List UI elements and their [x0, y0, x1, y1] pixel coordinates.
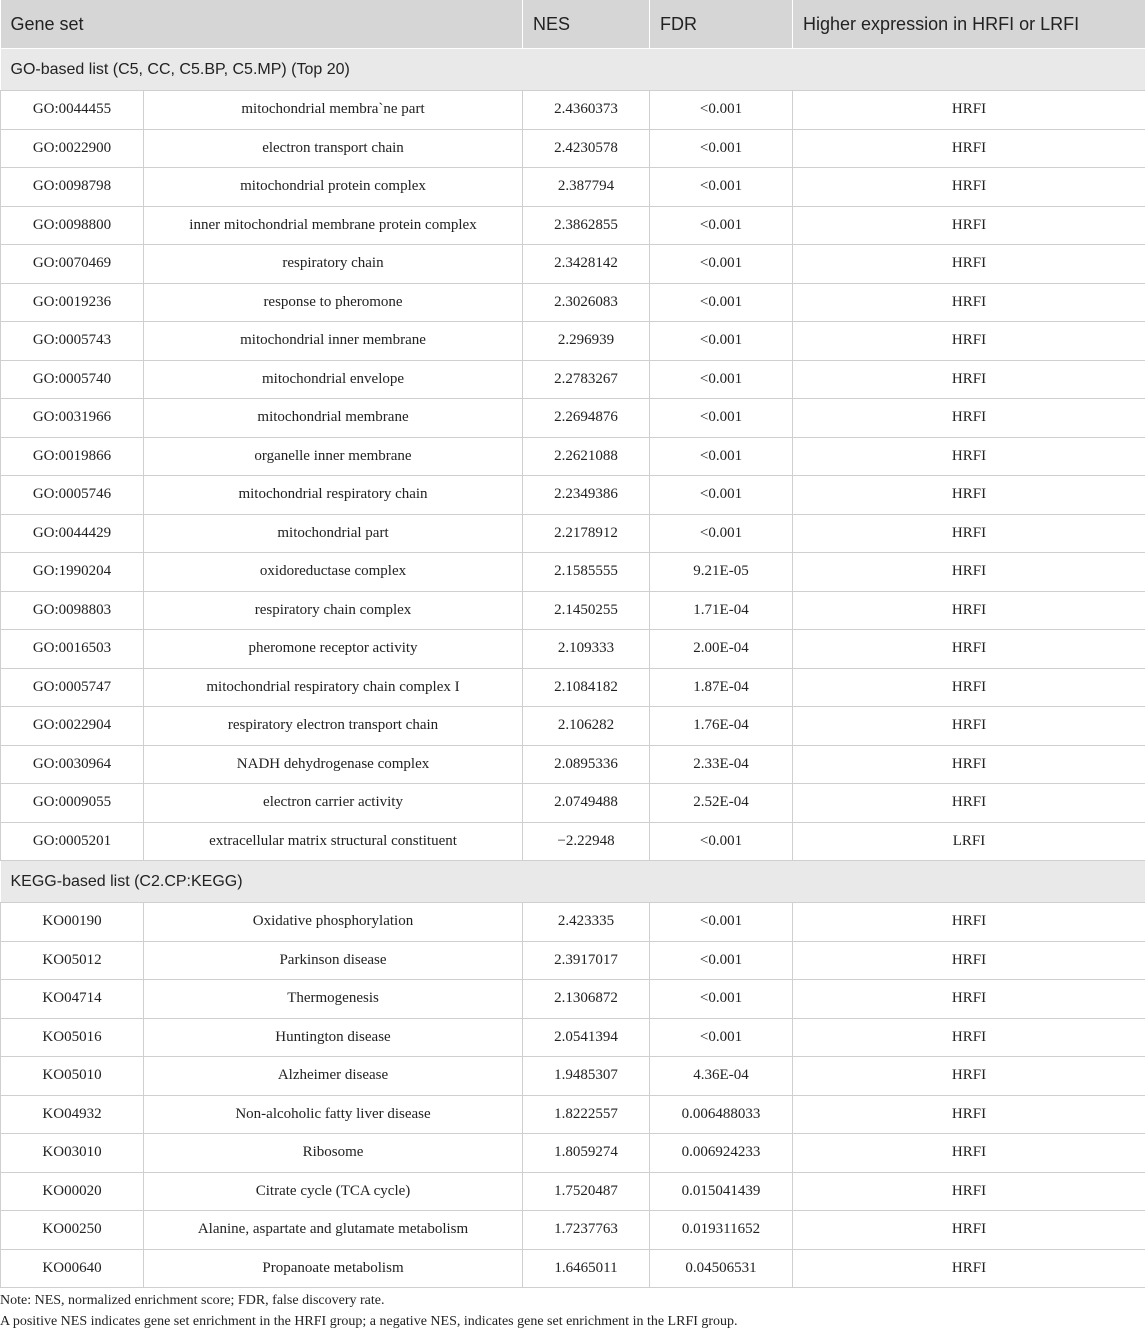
nes-cell: 2.3428142	[523, 245, 650, 284]
note-line-2: A positive NES indicates gene set enrichment in the HRFI group; a negative NES, indicates gene set enrichment in the LRFI group.	[0, 1311, 1145, 1332]
table-row	[1, 1057, 1145, 1096]
gene-set-name-cell: Propanoate metabolism	[144, 1249, 523, 1288]
fdr-cell: <0.001	[650, 476, 793, 515]
gene-set-name-cell: Ribosome	[144, 1134, 523, 1173]
nes-cell: 2.2349386	[523, 476, 650, 515]
fdr-cell: 1.71E-04	[650, 591, 793, 630]
gene-set-id-cell: GO:0005747	[1, 668, 144, 707]
table-row	[1, 437, 1145, 476]
gene-set-name-cell: mitochondrial respiratory chain	[144, 476, 523, 515]
table-row	[1, 630, 1145, 669]
gene-set-id-cell: KO00250	[1, 1211, 144, 1250]
expression-group-cell: HRFI	[793, 668, 1145, 707]
fdr-cell: <0.001	[650, 399, 793, 438]
fdr-cell: 2.00E-04	[650, 630, 793, 669]
fdr-cell: 4.36E-04	[650, 1057, 793, 1096]
fdr-cell: <0.001	[650, 360, 793, 399]
nes-cell: 2.3862855	[523, 206, 650, 245]
gene-set-id-cell: GO:0022904	[1, 707, 144, 746]
header-higher-expression: Higher expression in HRFI or LRFI	[793, 0, 1145, 49]
table-row	[1, 822, 1145, 861]
gene-set-name-cell: Alzheimer disease	[144, 1057, 523, 1096]
gene-set-id-cell: GO:0022900	[1, 129, 144, 168]
table-row	[1, 1172, 1145, 1211]
gene-set-id-cell: GO:0030964	[1, 745, 144, 784]
gene-set-id-cell: GO:0005743	[1, 322, 144, 361]
expression-group-cell: HRFI	[793, 1172, 1145, 1211]
go-section-row	[1, 49, 1145, 91]
gene-set-id-cell: KO03010	[1, 1134, 144, 1173]
gene-set-name-cell: respiratory chain complex	[144, 591, 523, 630]
gene-set-name-cell: mitochondrial inner membrane	[144, 322, 523, 361]
expression-group-cell: HRFI	[793, 1211, 1145, 1250]
table-row	[1, 591, 1145, 630]
expression-group-cell: HRFI	[793, 91, 1145, 130]
gene-set-name-cell: Non-alcoholic fatty liver disease	[144, 1095, 523, 1134]
fdr-cell: 1.76E-04	[650, 707, 793, 746]
gene-set-id-cell: KO05016	[1, 1018, 144, 1057]
fdr-cell: 0.04506531	[650, 1249, 793, 1288]
fdr-cell: 0.006924233	[650, 1134, 793, 1173]
expression-group-cell: HRFI	[793, 206, 1145, 245]
gene-set-name-cell: NADH dehydrogenase complex	[144, 745, 523, 784]
note-line-1: Note: NES, normalized enrichment score; FDR, false discovery rate.	[0, 1290, 1145, 1311]
gene-set-name-cell: Citrate cycle (TCA cycle)	[144, 1172, 523, 1211]
table-row	[1, 129, 1145, 168]
table-row	[1, 514, 1145, 553]
table-row	[1, 707, 1145, 746]
nes-cell: 2.4230578	[523, 129, 650, 168]
gene-set-id-cell: GO:0070469	[1, 245, 144, 284]
gene-set-id-cell: GO:0009055	[1, 784, 144, 823]
gene-set-id-cell: GO:0031966	[1, 399, 144, 438]
nes-cell: 2.423335	[523, 903, 650, 942]
expression-group-cell: HRFI	[793, 707, 1145, 746]
table-row	[1, 1095, 1145, 1134]
gene-set-name-cell: Parkinson disease	[144, 941, 523, 980]
fdr-cell: 2.52E-04	[650, 784, 793, 823]
table-row	[1, 91, 1145, 130]
table-row	[1, 553, 1145, 592]
table-row	[1, 1018, 1145, 1057]
expression-group-cell: HRFI	[793, 980, 1145, 1019]
expression-group-cell: HRFI	[793, 1095, 1145, 1134]
nes-cell: 2.0749488	[523, 784, 650, 823]
table-row	[1, 206, 1145, 245]
table-row	[1, 745, 1145, 784]
fdr-cell: <0.001	[650, 168, 793, 207]
expression-group-cell: HRFI	[793, 1018, 1145, 1057]
nes-cell: −2.22948	[523, 822, 650, 861]
gene-set-id-cell: GO:0005740	[1, 360, 144, 399]
expression-group-cell: LRFI	[793, 822, 1145, 861]
nes-cell: 1.7520487	[523, 1172, 650, 1211]
expression-group-cell: HRFI	[793, 745, 1145, 784]
gene-set-id-cell: GO:0098803	[1, 591, 144, 630]
table-row	[1, 1134, 1145, 1173]
nes-cell: 2.109333	[523, 630, 650, 669]
nes-cell: 2.1084182	[523, 668, 650, 707]
kegg-section-title: KEGG-based list (C2.CP:KEGG)	[1, 861, 1145, 903]
expression-group-cell: HRFI	[793, 630, 1145, 669]
expression-group-cell: HRFI	[793, 399, 1145, 438]
table-row	[1, 784, 1145, 823]
fdr-cell: <0.001	[650, 437, 793, 476]
go-section-title: GO-based list (C5, CC, C5.BP, C5.MP) (Top 20)	[1, 49, 1145, 91]
fdr-cell: <0.001	[650, 322, 793, 361]
expression-group-cell: HRFI	[793, 168, 1145, 207]
gene-set-name-cell: mitochondrial respiratory chain complex I	[144, 668, 523, 707]
gene-set-id-cell: KO00640	[1, 1249, 144, 1288]
fdr-cell: <0.001	[650, 903, 793, 942]
gene-set-name-cell: respiratory chain	[144, 245, 523, 284]
fdr-cell: 9.21E-05	[650, 553, 793, 592]
expression-group-cell: HRFI	[793, 360, 1145, 399]
gene-set-name-cell: mitochondrial membra`ne part	[144, 91, 523, 130]
table-row	[1, 399, 1145, 438]
table-row	[1, 245, 1145, 284]
gene-set-name-cell: inner mitochondrial membrane protein complex	[144, 206, 523, 245]
gene-set-name-cell: organelle inner membrane	[144, 437, 523, 476]
nes-cell: 2.1306872	[523, 980, 650, 1019]
gene-set-name-cell: extracellular matrix structural constituent	[144, 822, 523, 861]
table-row	[1, 668, 1145, 707]
gene-set-name-cell: pheromone receptor activity	[144, 630, 523, 669]
table-row	[1, 283, 1145, 322]
expression-group-cell: HRFI	[793, 283, 1145, 322]
table-row	[1, 360, 1145, 399]
expression-group-cell: HRFI	[793, 903, 1145, 942]
nes-cell: 2.2783267	[523, 360, 650, 399]
expression-group-cell: HRFI	[793, 322, 1145, 361]
table-row	[1, 903, 1145, 942]
gene-set-id-cell: GO:0098798	[1, 168, 144, 207]
expression-group-cell: HRFI	[793, 245, 1145, 284]
gene-set-id-cell: GO:0098800	[1, 206, 144, 245]
header-fdr: FDR	[650, 0, 793, 49]
gene-set-name-cell: Alanine, aspartate and glutamate metabolism	[144, 1211, 523, 1250]
gene-set-name-cell: mitochondrial membrane	[144, 399, 523, 438]
gene-set-name-cell: response to pheromone	[144, 283, 523, 322]
kegg-section-row	[1, 861, 1145, 903]
fdr-cell: 0.015041439	[650, 1172, 793, 1211]
header-gene-set: Gene set	[1, 0, 523, 49]
expression-group-cell: HRFI	[793, 1249, 1145, 1288]
nes-cell: 2.387794	[523, 168, 650, 207]
nes-cell: 1.6465011	[523, 1249, 650, 1288]
expression-group-cell: HRFI	[793, 784, 1145, 823]
nes-cell: 1.8059274	[523, 1134, 650, 1173]
fdr-cell: <0.001	[650, 1018, 793, 1057]
gene-set-id-cell: GO:1990204	[1, 553, 144, 592]
gene-set-name-cell: Oxidative phosphorylation	[144, 903, 523, 942]
gene-set-name-cell: mitochondrial envelope	[144, 360, 523, 399]
gene-set-id-cell: GO:0019236	[1, 283, 144, 322]
table-row	[1, 1211, 1145, 1250]
table-header-row	[1, 0, 1145, 49]
gene-set-id-cell: KO00020	[1, 1172, 144, 1211]
expression-group-cell: HRFI	[793, 553, 1145, 592]
gene-set-name-cell: electron carrier activity	[144, 784, 523, 823]
table-row	[1, 941, 1145, 980]
nes-cell: 2.0541394	[523, 1018, 650, 1057]
fdr-cell: <0.001	[650, 980, 793, 1019]
expression-group-cell: HRFI	[793, 1057, 1145, 1096]
gene-set-name-cell: electron transport chain	[144, 129, 523, 168]
nes-cell: 2.2694876	[523, 399, 650, 438]
table-row	[1, 1249, 1145, 1288]
fdr-cell: <0.001	[650, 514, 793, 553]
gene-set-id-cell: KO05012	[1, 941, 144, 980]
gene-set-name-cell: mitochondrial part	[144, 514, 523, 553]
expression-group-cell: HRFI	[793, 941, 1145, 980]
fdr-cell: <0.001	[650, 283, 793, 322]
gene-set-name-cell: oxidoreductase complex	[144, 553, 523, 592]
gene-set-id-cell: GO:0044455	[1, 91, 144, 130]
gene-set-id-cell: GO:0005746	[1, 476, 144, 515]
gene-set-id-cell: GO:0019866	[1, 437, 144, 476]
table-notes	[0, 1290, 1145, 1332]
gene-set-id-cell: GO:0016503	[1, 630, 144, 669]
fdr-cell: <0.001	[650, 941, 793, 980]
gene-set-id-cell: KO04932	[1, 1095, 144, 1134]
nes-cell: 2.3026083	[523, 283, 650, 322]
table-row	[1, 168, 1145, 207]
expression-group-cell: HRFI	[793, 514, 1145, 553]
gene-set-id-cell: KO00190	[1, 903, 144, 942]
fdr-cell: <0.001	[650, 129, 793, 168]
gene-set-id-cell: GO:0005201	[1, 822, 144, 861]
nes-cell: 1.8222557	[523, 1095, 650, 1134]
nes-cell: 2.296939	[523, 322, 650, 361]
expression-group-cell: HRFI	[793, 1134, 1145, 1173]
gene-set-name-cell: respiratory electron transport chain	[144, 707, 523, 746]
expression-group-cell: HRFI	[793, 591, 1145, 630]
gene-set-id-cell: GO:0044429	[1, 514, 144, 553]
gene-set-id-cell: KO04714	[1, 980, 144, 1019]
fdr-cell: 1.87E-04	[650, 668, 793, 707]
nes-cell: 2.3917017	[523, 941, 650, 980]
header-nes: NES	[523, 0, 650, 49]
nes-cell: 2.0895336	[523, 745, 650, 784]
gene-set-name-cell: Thermogenesis	[144, 980, 523, 1019]
fdr-cell: 2.33E-04	[650, 745, 793, 784]
fdr-cell: <0.001	[650, 206, 793, 245]
nes-cell: 2.2178912	[523, 514, 650, 553]
gene-set-name-cell: mitochondrial protein complex	[144, 168, 523, 207]
table-row	[1, 476, 1145, 515]
nes-cell: 2.4360373	[523, 91, 650, 130]
nes-cell: 2.2621088	[523, 437, 650, 476]
fdr-cell: <0.001	[650, 822, 793, 861]
fdr-cell: 0.019311652	[650, 1211, 793, 1250]
gene-set-name-cell: Huntington disease	[144, 1018, 523, 1057]
fdr-cell: <0.001	[650, 245, 793, 284]
fdr-cell: <0.001	[650, 91, 793, 130]
nes-cell: 1.9485307	[523, 1057, 650, 1096]
table-row	[1, 980, 1145, 1019]
nes-cell: 2.1585555	[523, 553, 650, 592]
nes-cell: 2.1450255	[523, 591, 650, 630]
expression-group-cell: HRFI	[793, 476, 1145, 515]
fdr-cell: 0.006488033	[650, 1095, 793, 1134]
table-row	[1, 322, 1145, 361]
gene-set-id-cell: KO05010	[1, 1057, 144, 1096]
nes-cell: 1.7237763	[523, 1211, 650, 1250]
expression-group-cell: HRFI	[793, 437, 1145, 476]
expression-group-cell: HRFI	[793, 129, 1145, 168]
nes-cell: 2.106282	[523, 707, 650, 746]
